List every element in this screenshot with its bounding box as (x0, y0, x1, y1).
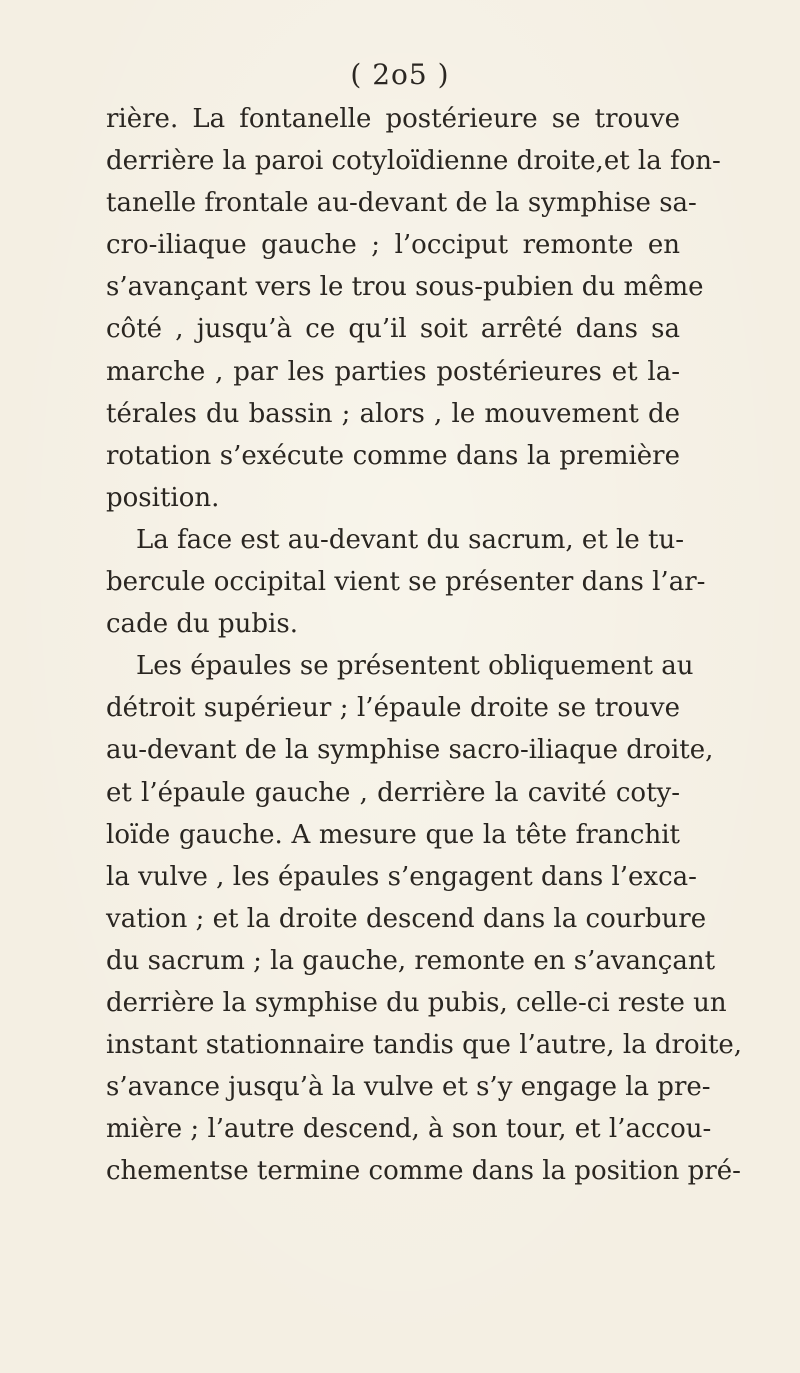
text-line: cade du pubis. (106, 609, 298, 640)
text-line: derrière la paroi cotyloïdienne droite,et la fon- (106, 146, 721, 177)
text-line: cro-iliaque gauche ; l’occiput remonte en (106, 230, 680, 261)
text-line: instant stationnaire tandis que l’autre, la droite, (106, 1030, 743, 1061)
text-line: derrière la symphise du pubis, celle-ci reste un (106, 987, 727, 1018)
text-line: rière. La fontanelle postérieure se trouve (106, 104, 680, 134)
text-line: chementse termine comme dans la position pré- (106, 1156, 741, 1187)
text-line: térales du bassin ; alors , le mouvement de (106, 398, 680, 429)
text-line: loïde gauche. A mesure que la tête franchit (106, 819, 680, 850)
text-line: bercule occipital vient se présenter dans l’ar- (106, 567, 706, 598)
text-line: vation ; et la droite descend dans la courbure (106, 903, 707, 934)
text-line: mière ; l’autre descend, à son tour, et l’accou- (106, 1114, 712, 1145)
text-line: et l’épaule gauche , derrière la cavité coty- (106, 777, 680, 808)
text-line: La face est au-devant du sacrum, et le tu- (136, 524, 684, 555)
text-line: rotation s’exécute comme dans la première (106, 440, 680, 471)
text-line: Les épaules se présentent obliquement au (136, 651, 694, 682)
text-line: marche , par les parties postérieures et la- (106, 356, 680, 387)
text-line: s’avançant vers le trou sous-pubien du même (106, 272, 704, 303)
text-line: au-devant de la symphise sacro-iliaque droite, (106, 735, 714, 766)
text-line: côté , jusqu’à ce qu’il soit arrêté dans sa (106, 314, 680, 345)
text-line: détroit supérieur ; l’épaule droite se trouve (106, 693, 680, 724)
text-line: du sacrum ; la gauche, remonte en s’avançant (106, 945, 716, 976)
text-line: s’avance jusqu’à la vulve et s’y engage la pre- (106, 1072, 711, 1103)
paragraph (106, 98, 721, 519)
paragraph (106, 645, 743, 1192)
text-line: la vulve , les épaules s’engagent dans l’exca- (106, 861, 697, 892)
text-line: tanelle frontale au-devant de la symphise sa- (106, 188, 697, 219)
text-line: position. (106, 482, 220, 513)
body-text (106, 98, 743, 1192)
paragraph (106, 519, 706, 645)
page-number: ( 2o5 ) (350, 58, 450, 91)
